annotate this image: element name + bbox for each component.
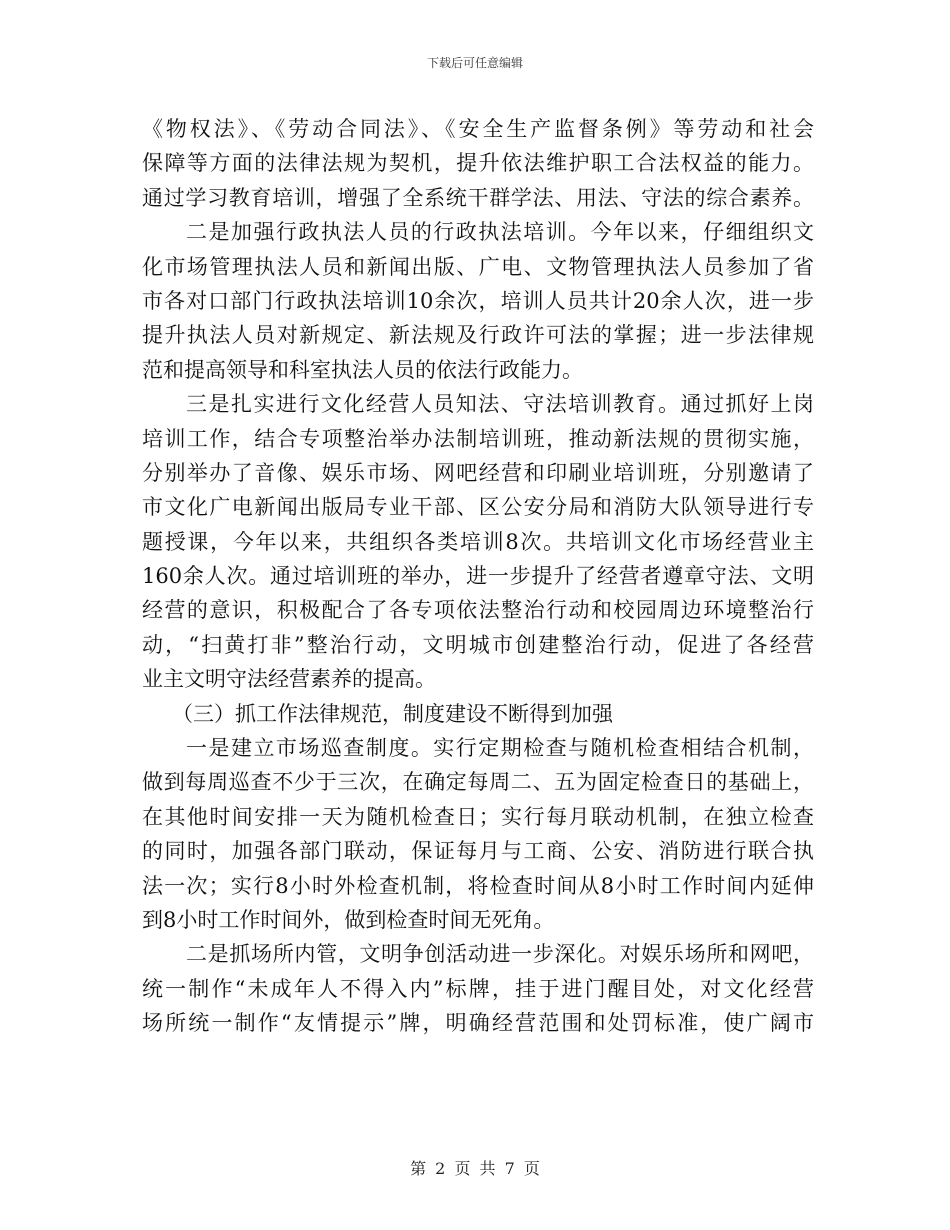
text-line: 场所统一制作“友情提示”牌，明确经营范围和处罚标准，使广阔市 [142, 1011, 814, 1036]
text-line: 市各对口部门行政执法培训10余次，培训人员共计20余人次，进一步 [142, 288, 814, 313]
section-heading: （三）抓工作法律规范，制度建设不断得到加强 [172, 701, 613, 726]
paragraph-start-line: 三是扎实进行文化经营人员知法、守法培训教育。通过抓好上岗 [186, 392, 814, 417]
paragraph-start-line: 二是加强行政执法人员的行政执法培训。今年以来，仔细组织文 [186, 220, 814, 245]
document-body [142, 112, 814, 1041]
text-line: 160余人次。通过培训班的举办，进一步提升了经营者遵章守法、文明 [142, 564, 814, 589]
paragraph-start-line: 一是建立市场巡查制度。实行定期检查与随机检查相结合机制， [186, 736, 814, 761]
text-line: 培训工作，结合专项整治举办法制培训班，推动新法规的贯彻实施， [142, 426, 814, 451]
text-line: 法一次；实行8小时外检查机制，将检查时间从8小时工作时间内延伸 [142, 873, 814, 898]
text-line: 动，“扫黄打非”整治行动，文明城市创建整治行动，促进了各经营 [142, 632, 814, 657]
text-line: 保障等方面的法律法规为契机，提升依法维护职工合法权益的能力。 [142, 151, 814, 176]
text-line: 的同时，加强各部门联动，保证每月与工商、公安、消防进行联合执 [142, 839, 814, 864]
text-line: 题授课，今年以来，共组织各类培训8次。共培训文化市场经营业主 [142, 529, 814, 554]
paragraph-end-line: 范和提高领导和科室执法人员的依法行政能力。 [142, 357, 583, 382]
text-line: 统一制作“未成年人不得入内”标牌，挂于进门醒目处，对文化经营 [142, 976, 814, 1001]
paragraph-end-line: 业主文明守法经营素养的提高。 [142, 667, 436, 692]
page-header-note: 下载后可任意编辑 [426, 56, 523, 70]
text-line: 经营的意识，积极配合了各专项依法整治行动和校园周边环境整治行 [142, 598, 814, 623]
text-line: 做到每周巡查不少于三次，在确定每周二、五为固定检查日的基础上， [142, 770, 814, 795]
text-line: 在其他时间安排一天为随机检查日；实行每月联动机制，在独立检查 [142, 804, 814, 829]
page-number-footer: 第 2 页 共 7 页 [410, 1159, 540, 1178]
text-line: 《物权法》、《劳动合同法》、《安全生产监督条例》等劳动和社会 [142, 117, 814, 141]
text-line: 通过学习教育培训，增强了全系统干群学法、用法、守法的综合素养。 [142, 185, 814, 210]
text-line: 提升执法人员对新规定、新法规及行政许可法的掌握；进一步法律规 [142, 323, 814, 348]
paragraph-start-line: 二是抓场所内管，文明争创活动进一步深化。对娱乐场所和网吧， [186, 942, 814, 967]
text-line: 化市场管理执法人员和新闻出版、广电、文物管理执法人员参加了省 [142, 254, 814, 279]
paragraph-end-line: 到8小时工作时间外，做到检查时间无死角。 [142, 907, 555, 932]
text-line: 分别举办了音像、娱乐市场、网吧经营和印刷业培训班，分别邀请了 [142, 460, 814, 485]
text-line: 市文化广电新闻出版局专业干部、区公安分局和消防大队领导进行专 [142, 495, 814, 520]
